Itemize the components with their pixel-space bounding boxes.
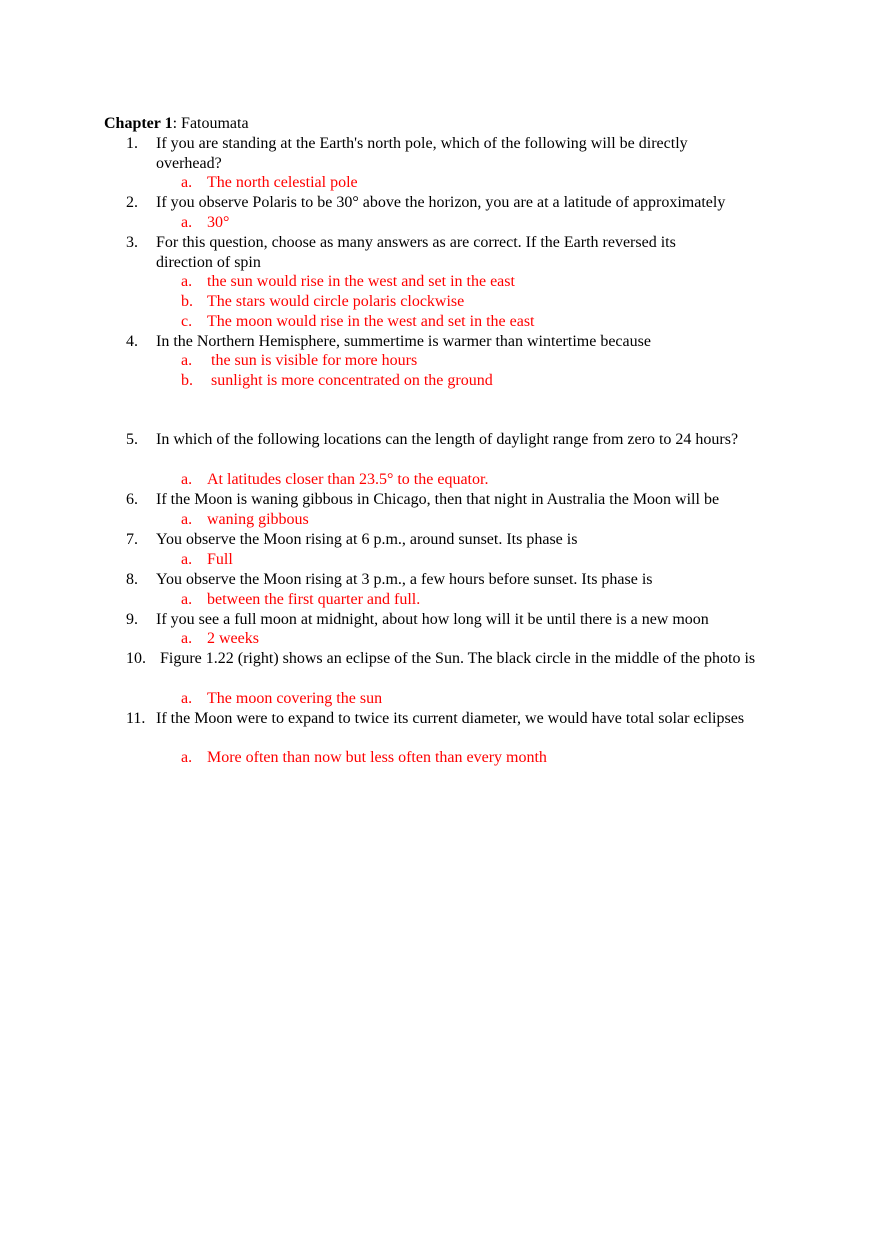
question-text: In which of the following locations can the length of daylight range from zero to 24 hours? — [156, 431, 739, 448]
question-text: For this question, choose as many answers as are correct. If the Earth reversed its direction of spin — [156, 234, 676, 271]
answer-letter: a. — [181, 690, 193, 707]
question-number: 11. — [126, 710, 146, 727]
answer-text: between the first quarter and full. — [207, 591, 421, 608]
question-text: Figure 1.22 (right) shows an eclipse of the Sun. The black circle in the middle of the photo is — [156, 650, 756, 667]
answer-text: The moon would rise in the west and set in the east — [207, 313, 535, 330]
question-number: 2. — [126, 194, 138, 211]
answer-letter: a. — [181, 551, 193, 568]
question-text: If you are standing at the Earth's north pole, which of the following will be directly overhead? — [156, 135, 688, 172]
question-text: If the Moon were to expand to twice its current diameter, we would have total solar eclipses — [156, 710, 745, 727]
question-text: If you observe Polaris to be 30° above the horizon, you are at a latitude of approximately — [156, 194, 726, 211]
answer-letter: a. — [181, 749, 193, 766]
answer-letter: c. — [181, 313, 193, 330]
answer-text: 2 weeks — [207, 630, 259, 647]
answer-text: At latitudes closer than 23.5° to the equator. — [207, 471, 489, 488]
answer-text: More often than now but less often than every month — [207, 749, 547, 766]
answer-letter: a. — [181, 630, 193, 647]
question-text: If you see a full moon at midnight, about how long will it be until there is a new moon — [156, 611, 709, 628]
answer-text: sunlight is more concentrated on the ground — [207, 372, 493, 389]
answer-letter: a. — [181, 273, 193, 290]
question-number: 3. — [126, 234, 138, 251]
answer-text: 30° — [207, 214, 230, 231]
question-number: 6. — [126, 491, 138, 508]
answer-letter: a. — [181, 352, 193, 369]
answer-text: The north celestial pole — [207, 174, 358, 191]
chapter-label: Chapter 1 — [104, 115, 173, 132]
answer-text: the sun is visible for more hours — [207, 352, 418, 369]
question-text: In the Northern Hemisphere, summertime is warmer than wintertime because — [156, 333, 651, 350]
answer-letter: a. — [181, 174, 193, 191]
answer-letter: a. — [181, 214, 193, 231]
chapter-author: : Fatoumata — [172, 115, 249, 132]
question-number: 10. — [126, 650, 146, 667]
question-number: 7. — [126, 531, 138, 548]
chapter-heading — [104, 114, 249, 134]
question-number: 8. — [126, 571, 138, 588]
question-text: You observe the Moon rising at 6 p.m., around sunset. Its phase is — [156, 531, 578, 548]
answer-text: the sun would rise in the west and set in the east — [207, 273, 515, 290]
answer-letter: b. — [181, 372, 193, 389]
question-number: 9. — [126, 611, 138, 628]
answer-text: waning gibbous — [207, 511, 309, 528]
answer-text: The moon covering the sun — [207, 690, 383, 707]
question-number: 4. — [126, 333, 138, 350]
answer-text: The stars would circle polaris clockwise — [207, 293, 465, 310]
answer-letter: a. — [181, 471, 193, 488]
question-number: 1. — [126, 135, 138, 152]
question-text: If the Moon is waning gibbous in Chicago, then that night in Australia the Moon will be — [156, 491, 720, 508]
question-text: You observe the Moon rising at 3 p.m., a few hours before sunset. Its phase is — [156, 571, 653, 588]
answer-letter: b. — [181, 293, 193, 310]
question-number: 5. — [126, 431, 138, 448]
answer-letter: a. — [181, 511, 193, 528]
answer-letter: a. — [181, 591, 193, 608]
answer-text: Full — [207, 551, 233, 568]
